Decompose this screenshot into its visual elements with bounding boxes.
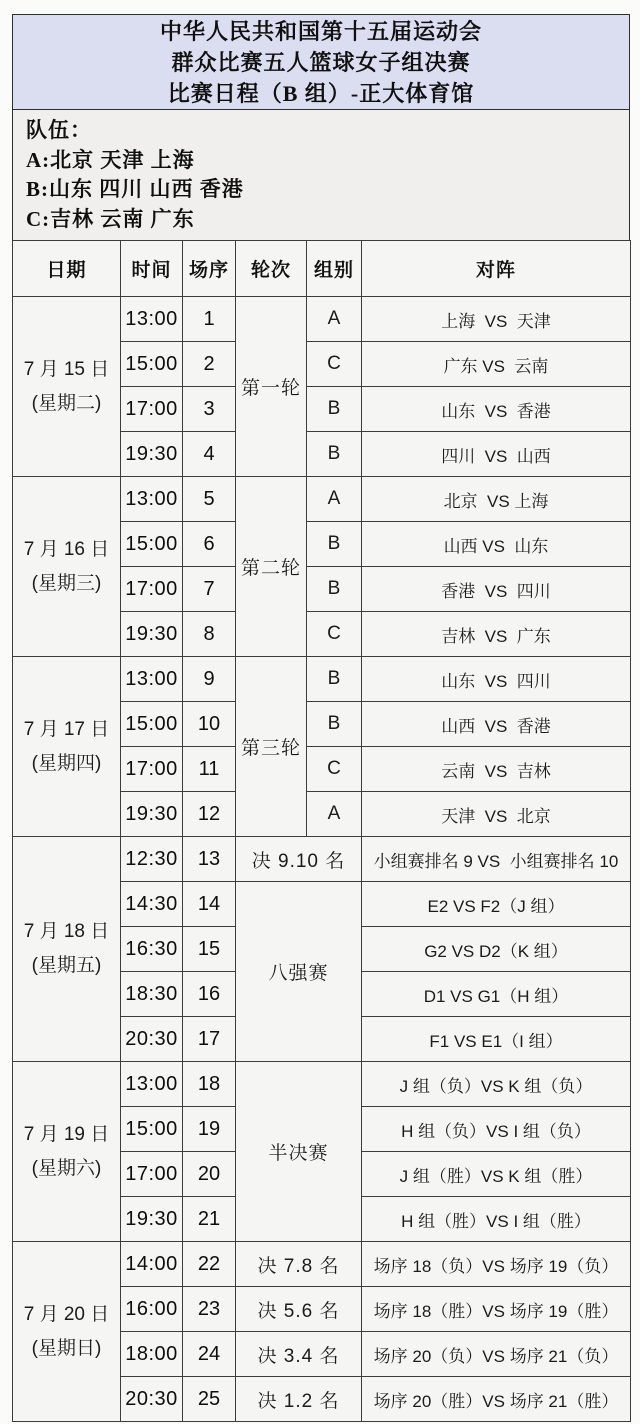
round-cell: 第二轮 [236, 477, 307, 657]
time-cell: 13:00 [121, 297, 183, 342]
match-no-cell: 1 [183, 297, 236, 342]
weekday-text: (星期六) [31, 1157, 102, 1179]
matchup-cell: 山东 VS 香港 [362, 387, 631, 432]
teams-label: 队伍： [26, 118, 92, 142]
time-cell: 15:00 [121, 342, 183, 387]
matchup-cell: 四川 VS 山西 [362, 432, 631, 477]
match-no-cell: 4 [183, 432, 236, 477]
time-cell: 19:30 [121, 432, 183, 477]
time-cell: 18:00 [121, 1332, 183, 1377]
col-header-date: 日期 [13, 241, 121, 297]
teams-group-c: C:吉林 云南 广东 [26, 206, 195, 231]
matchup-cell: 场序 18（胜）VS 场序 19（胜） [362, 1287, 631, 1332]
group-cell: B [307, 702, 362, 747]
matchup-cell: 山西 VS 山东 [362, 522, 631, 567]
time-cell: 13:00 [121, 477, 183, 522]
date-cell [13, 837, 121, 1062]
date-text: 7 月 18 日 [23, 921, 110, 942]
match-no-cell: 19 [183, 1107, 236, 1152]
date-cell [13, 477, 121, 657]
match-no-cell: 8 [183, 612, 236, 657]
round-cell: 第三轮 [236, 657, 307, 837]
group-cell: B [307, 567, 362, 612]
weekday-text: (星期四) [31, 752, 102, 774]
round-cell: 决 5.6 名 [236, 1287, 362, 1332]
time-cell: 16:00 [121, 1287, 183, 1332]
match-no-cell: 16 [183, 972, 236, 1017]
weekday-text: (星期三) [31, 572, 102, 594]
matchup-cell: G2 VS D2（K 组） [362, 927, 631, 972]
page-title-line-1: 中华人民共和国第十五届运动会 [159, 18, 482, 44]
schedule-table [12, 240, 631, 1422]
matchup-cell: 香港 VS 四川 [362, 567, 631, 612]
time-cell: 20:30 [121, 1377, 183, 1422]
match-no-cell: 25 [183, 1377, 236, 1422]
time-cell: 18:30 [121, 972, 183, 1017]
col-header-time: 时间 [121, 241, 183, 297]
match-row [13, 297, 631, 342]
matchup-cell: D1 VS G1（H 组） [362, 972, 631, 1017]
weekday-text: (星期五) [31, 955, 102, 976]
round-cell: 八强赛 [236, 882, 362, 1062]
matchup-cell: 吉林 VS 广东 [362, 612, 631, 657]
match-no-cell: 11 [183, 747, 236, 792]
schedule-body [13, 297, 631, 1422]
match-no-cell: 15 [183, 927, 236, 972]
round-cell: 第一轮 [236, 297, 307, 477]
match-no-cell: 9 [183, 657, 236, 702]
match-row [13, 837, 631, 882]
match-no-cell: 24 [183, 1332, 236, 1377]
group-cell: A [307, 792, 362, 837]
time-cell: 15:00 [121, 702, 183, 747]
time-cell: 17:00 [121, 1152, 183, 1197]
match-row [13, 1062, 631, 1107]
teams-group-a: A:北京 天津 上海 [26, 147, 195, 172]
time-cell: 20:30 [121, 1017, 183, 1062]
match-no-cell: 14 [183, 882, 236, 927]
match-no-cell: 21 [183, 1197, 236, 1242]
match-row [13, 657, 631, 702]
group-cell: B [307, 387, 362, 432]
schedule-header-row [13, 241, 631, 297]
matchup-cell: 小组赛排名 9 VS 小组赛排名 10 [362, 837, 631, 882]
time-cell: 14:00 [121, 1242, 183, 1287]
match-no-cell: 2 [183, 342, 236, 387]
col-header-round: 轮次 [236, 241, 307, 297]
group-cell: A [307, 297, 362, 342]
match-no-cell: 13 [183, 837, 236, 882]
matchup-cell: J 组（负）VS K 组（负） [362, 1062, 631, 1107]
date-cell [13, 1242, 121, 1422]
matchup-cell: 广东 VS 云南 [362, 342, 631, 387]
group-cell: A [307, 477, 362, 522]
time-cell: 13:00 [121, 657, 183, 702]
time-cell: 19:30 [121, 1197, 183, 1242]
group-cell: B [307, 522, 362, 567]
matchup-cell: 天津 VS 北京 [362, 792, 631, 837]
matchup-cell: F1 VS E1（I 组） [362, 1017, 631, 1062]
matchup-cell: H 组（负）VS I 组（负） [362, 1107, 631, 1152]
matchup-cell: 山西 VS 香港 [362, 702, 631, 747]
schedule-sheet [12, 14, 630, 1422]
weekday-text: (星期二) [31, 392, 102, 414]
group-cell: C [307, 342, 362, 387]
col-header-matchup: 对阵 [362, 241, 631, 297]
date-text: 7 月 19 日 [23, 1123, 110, 1145]
time-cell: 13:00 [121, 1062, 183, 1107]
matchup-cell: J 组（胜）VS K 组（胜） [362, 1152, 631, 1197]
round-cell: 决 7.8 名 [236, 1242, 362, 1287]
round-cell: 决 9.10 名 [236, 837, 362, 882]
time-cell: 12:30 [121, 837, 183, 882]
matchup-cell: 场序 20（负）VS 场序 21（负） [362, 1332, 631, 1377]
time-cell: 16:30 [121, 927, 183, 972]
col-header-match-no: 场序 [183, 241, 236, 297]
time-cell: 15:00 [121, 1107, 183, 1152]
page-title-line-2: 群众比赛五人篮球女子组决赛 [171, 49, 471, 75]
matchup-cell: H 组（胜）VS I 组（胜） [362, 1197, 631, 1242]
title-box [12, 14, 630, 110]
time-cell: 15:00 [121, 522, 183, 567]
match-no-cell: 20 [183, 1152, 236, 1197]
match-no-cell: 10 [183, 702, 236, 747]
date-text: 7 月 15 日 [23, 358, 110, 380]
match-row [13, 1242, 631, 1287]
date-text: 7 月 16 日 [23, 538, 110, 560]
date-text: 7 月 20 日 [23, 1303, 110, 1325]
group-cell: C [307, 747, 362, 792]
matchup-cell: E2 VS F2（J 组） [362, 882, 631, 927]
date-cell [13, 297, 121, 477]
teams-box [12, 110, 630, 241]
round-cell: 决 3.4 名 [236, 1332, 362, 1377]
matchup-cell: 场序 18（负）VS 场序 19（负） [362, 1242, 631, 1287]
time-cell: 19:30 [121, 792, 183, 837]
time-cell: 17:00 [121, 567, 183, 612]
date-text: 7 月 17 日 [23, 718, 110, 740]
time-cell: 17:00 [121, 747, 183, 792]
matchup-cell: 云南 VS 吉林 [362, 747, 631, 792]
group-cell: C [307, 612, 362, 657]
page-title-line-3: 比赛日程（B 组）-正大体育馆 [167, 80, 475, 106]
time-cell: 14:30 [121, 882, 183, 927]
match-no-cell: 18 [183, 1062, 236, 1107]
matchup-cell: 山东 VS 四川 [362, 657, 631, 702]
match-no-cell: 22 [183, 1242, 236, 1287]
match-row [13, 477, 631, 522]
matchup-cell: 上海 VS 天津 [362, 297, 631, 342]
match-no-cell: 23 [183, 1287, 236, 1332]
group-cell: B [307, 657, 362, 702]
matchup-cell: 场序 20（胜）VS 场序 21（胜） [362, 1377, 631, 1422]
match-no-cell: 3 [183, 387, 236, 432]
match-no-cell: 6 [183, 522, 236, 567]
round-cell: 半决赛 [236, 1062, 362, 1242]
time-cell: 19:30 [121, 612, 183, 657]
round-cell: 决 1.2 名 [236, 1377, 362, 1422]
group-cell: B [307, 432, 362, 477]
date-cell [13, 1062, 121, 1242]
matchup-cell: 北京 VS 上海 [362, 477, 631, 522]
teams-group-b: B:山东 四川 山西 香港 [26, 177, 244, 201]
weekday-text: (星期日) [31, 1337, 102, 1359]
date-cell [13, 657, 121, 837]
match-no-cell: 5 [183, 477, 236, 522]
col-header-group: 组别 [307, 241, 362, 297]
match-no-cell: 7 [183, 567, 236, 612]
match-no-cell: 17 [183, 1017, 236, 1062]
match-no-cell: 12 [183, 792, 236, 837]
time-cell: 17:00 [121, 387, 183, 432]
